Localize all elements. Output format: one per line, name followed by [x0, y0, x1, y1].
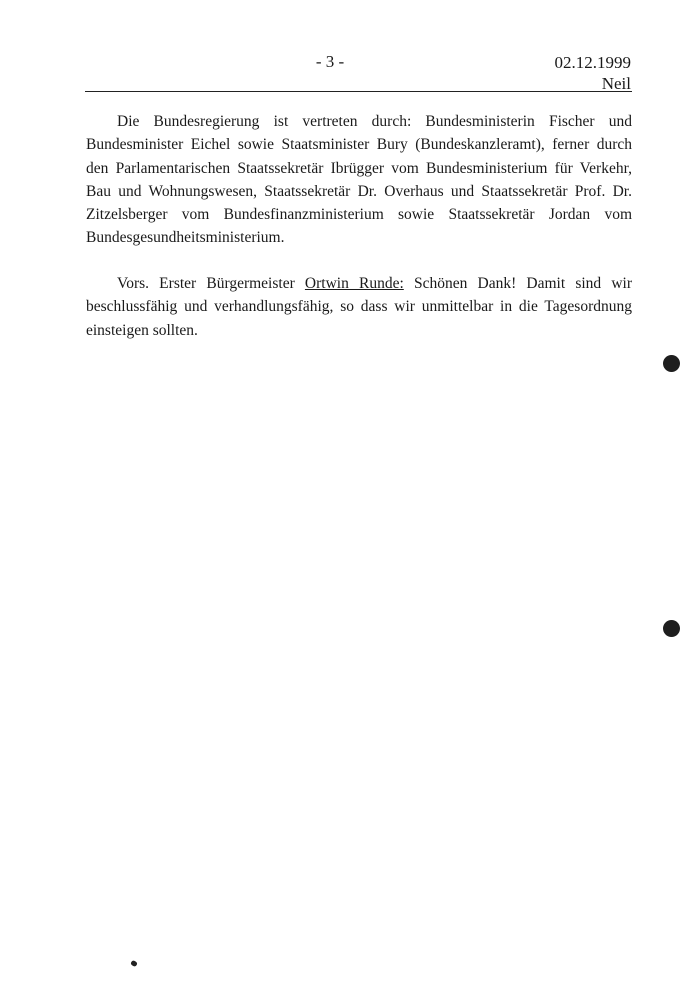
- speaker-statement-text: Schönen Dank! Damit sind wir beschlussfähig und verhandlungsfähig, so dass wir unmittelbar in die Tagesordnung einsteigen sollten.: [86, 275, 632, 339]
- speaker-name: Ortwin Runde:: [304, 275, 404, 292]
- scan-speck-mark: [130, 960, 138, 967]
- paragraph-text: Die Bundesregierung ist vertreten durch: Bundesministerin Fischer und Bundesminister Eichel sowie Staatsminister Bury (Bundeskanzleramt), ferner durch den Parlamentarischen Staatssekretär Ibrügger vom Bundesministerium für Verkehr, Bau und Wohnungswesen, Staatssekretär Dr. Overhaus und Staatssekretär Prof. Dr. Zitzelsberger vom Bundesfinanzministerium sowie Staatssekretär Jordan vom Bundesgesundheitsministerium.: [86, 113, 632, 247]
- document-author: Neil: [601, 74, 631, 93]
- page-number: - 3 -: [315, 52, 345, 71]
- punch-hole-mark: [663, 355, 680, 372]
- speaker-title: Vors. Erster Bürgermeister: [117, 275, 295, 292]
- paragraph-government-attendance: [86, 110, 632, 250]
- document-date: 02.12.1999: [554, 53, 631, 72]
- header-rule: [85, 91, 632, 92]
- header-meta: [555, 52, 632, 94]
- punch-hole-mark: [663, 620, 680, 637]
- paragraph-speaker-statement: [86, 272, 632, 342]
